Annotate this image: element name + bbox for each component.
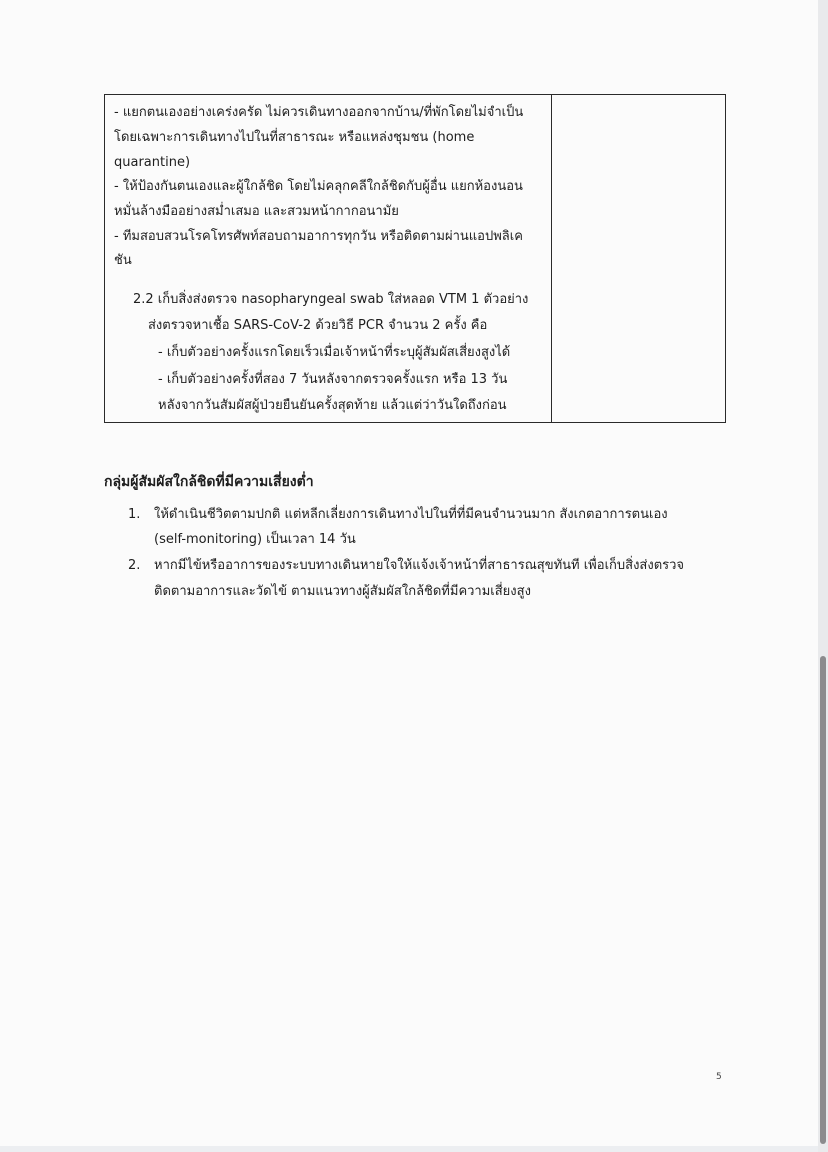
table-line: 2.2 เก็บสิ่งส่งตรวจ nasopharyngeal swab ใส่หลอด VTM 1 ตัวอย่าง [133,292,529,307]
table-column-divider [551,95,552,422]
table-line: หลังจากวันสัมผัสผู้ป่วยยืนยันครั้งสุดท้าย แล้วแต่ว่าวันใดถึงก่อน [158,398,507,413]
page-number: 5 [716,1072,722,1082]
list-item-line: หากมีไข้หรืออาการของระบบทางเดินหายใจให้แจ้งเจ้าหน้าที่สาธารณสุขทันที เพื่อเก็บสิ่งส่งตรวจ [154,558,685,573]
table-line: ชัน [114,253,132,268]
scrollbar-thumb[interactable] [820,656,826,1144]
list-item-line: ติดตามอาการและวัดไข้ ตามแนวทางผู้สัมผัสใกล้ชิดที่มีความเสี่ยงสูง [154,584,531,599]
table-line: - เก็บตัวอย่างครั้งแรกโดยเร็วเมื่อเจ้าหน้าที่ระบุผู้สัมผัสเสี่ยงสูงได้ [158,345,511,360]
table-line: - ทีมสอบสวนโรคโทรศัพท์สอบถามอาการทุกวัน หรือติดตามผ่านแอปพลิเค [114,229,523,244]
table-line: หมั่นล้างมืออย่างสม่ำเสมอ และสวมหน้ากากอนามัย [114,204,399,219]
table-line: ส่งตรวจหาเชื้อ SARS-CoV-2 ด้วยวิธี PCR จำนวน 2 ครั้ง คือ [148,318,488,333]
scrollbar-track[interactable] [818,0,828,1152]
list-item-line: ให้ดำเนินชีวิตตามปกติ แต่หลีกเลี่ยงการเดินทางไปในที่ที่มีคนจำนวนมาก สังเกตอาการตนเอง [154,507,668,522]
table-line: quarantine) [114,155,191,170]
table-line: - เก็บตัวอย่างครั้งที่สอง 7 วันหลังจากตรวจครั้งแรก หรือ 13 วัน [158,372,508,387]
section-heading: กลุ่มผู้สัมผัสใกล้ชิดที่มีความเสี่ยงต่ำ [104,474,314,490]
list-item-number: 2. [128,558,141,573]
table-line: - แยกตนเองอย่างเคร่งครัด ไม่ควรเดินทางออกจากบ้าน/ที่พักโดยไม่จำเป็น [114,105,524,120]
list-item-number: 1. [128,507,141,522]
list-item-line: (self-monitoring) เป็นเวลา 14 วัน [154,532,356,547]
table-line: โดยเฉพาะการเดินทางไปในที่สาธารณะ หรือแหล่งชุมชน (home [114,130,475,145]
table-line: - ให้ป้องกันตนเองและผู้ใกล้ชิด โดยไม่คลุกคลีใกล้ชิดกับผู้อื่น แยกห้องนอน [114,179,523,194]
